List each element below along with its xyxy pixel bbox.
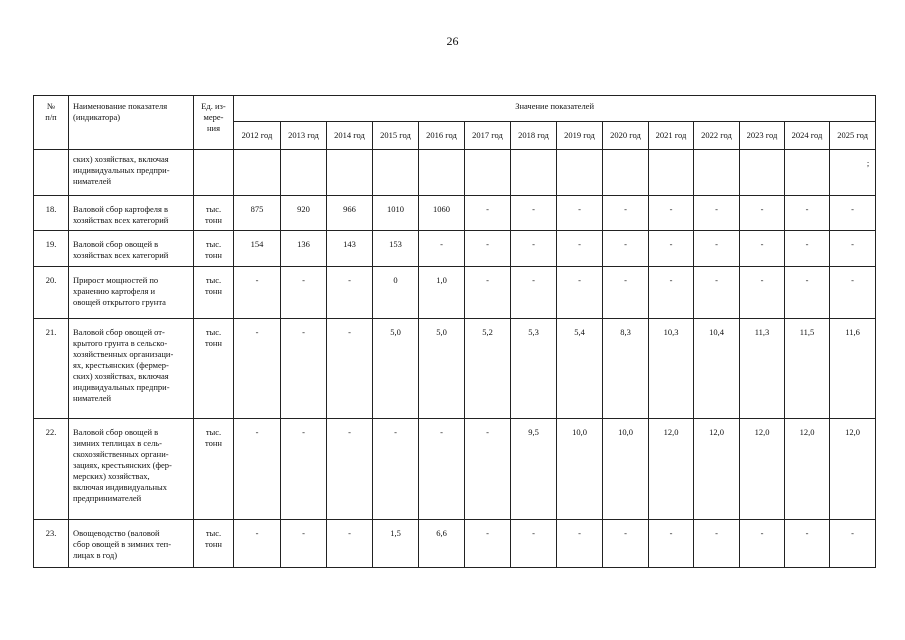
row-value: - bbox=[740, 196, 785, 231]
continuation-cell bbox=[234, 150, 281, 196]
row-value: 5,3 bbox=[511, 319, 557, 419]
continuation-row bbox=[34, 150, 876, 196]
row-value: 10,0 bbox=[557, 419, 603, 520]
row-value: 143 bbox=[327, 231, 373, 267]
header-values-title: Значение показателей bbox=[234, 96, 876, 122]
header-year: 2022 год bbox=[694, 122, 740, 150]
row-value: 1,0 bbox=[419, 267, 465, 319]
row-value: - bbox=[740, 520, 785, 568]
row-value: 10,0 bbox=[603, 419, 649, 520]
row-value: 5,4 bbox=[557, 319, 603, 419]
header-year: 2024 год bbox=[785, 122, 830, 150]
row-value: - bbox=[234, 419, 281, 520]
row-indicator-name: Прирост мощностей по хранению картофеля и овощей открытого грунта bbox=[69, 267, 194, 319]
row-value: - bbox=[603, 196, 649, 231]
row-indicator-name: Валовой сбор картофеля в хозяйствах всех категорий bbox=[69, 196, 194, 231]
row-value: - bbox=[830, 196, 876, 231]
continuation-cell bbox=[785, 150, 830, 196]
row-value: 10,4 bbox=[694, 319, 740, 419]
row-value: - bbox=[465, 520, 511, 568]
row-value: 12,0 bbox=[830, 419, 876, 520]
row-value: - bbox=[465, 267, 511, 319]
row-value: - bbox=[649, 196, 694, 231]
row-value: - bbox=[511, 520, 557, 568]
row-value: - bbox=[281, 267, 327, 319]
row-value: - bbox=[511, 267, 557, 319]
row-value: 10,3 bbox=[649, 319, 694, 419]
continuation-number bbox=[34, 150, 69, 196]
row-value: - bbox=[557, 267, 603, 319]
row-value: 11,5 bbox=[785, 319, 830, 419]
header-row-top bbox=[34, 96, 876, 122]
row-indicator-name: Валовой сбор овощей в зимних теплицах в сель- скохозяйственных органи- зациях, крестьянских (фер- мерских) хозяйствах, включая индивидуальных предпринимателей bbox=[69, 419, 194, 520]
continuation-cell bbox=[603, 150, 649, 196]
continuation-cell bbox=[373, 150, 419, 196]
row-value: - bbox=[234, 319, 281, 419]
row-value: 12,0 bbox=[740, 419, 785, 520]
header-year: 2023 год bbox=[740, 122, 785, 150]
continuation-cell bbox=[281, 150, 327, 196]
row-value: - bbox=[785, 231, 830, 267]
row-value: - bbox=[785, 267, 830, 319]
row-value: - bbox=[649, 267, 694, 319]
row-value: - bbox=[557, 231, 603, 267]
page-number: 26 bbox=[446, 34, 459, 48]
header-year: 2013 год bbox=[281, 122, 327, 150]
row-value: - bbox=[694, 267, 740, 319]
row-number: 23. bbox=[34, 520, 69, 568]
row-value: - bbox=[649, 520, 694, 568]
header-year: 2019 год bbox=[557, 122, 603, 150]
row-value: - bbox=[465, 231, 511, 267]
row-value: 8,3 bbox=[603, 319, 649, 419]
continuation-cell bbox=[694, 150, 740, 196]
row-value: - bbox=[327, 419, 373, 520]
row-value: 12,0 bbox=[694, 419, 740, 520]
row-value: - bbox=[830, 267, 876, 319]
row-number: 22. bbox=[34, 419, 69, 520]
row-value: - bbox=[327, 520, 373, 568]
row-value: - bbox=[281, 520, 327, 568]
row-value: - bbox=[830, 520, 876, 568]
header-number: № п/п bbox=[34, 96, 69, 150]
table-row bbox=[34, 520, 876, 568]
continuation-cell bbox=[465, 150, 511, 196]
row-value: 154 bbox=[234, 231, 281, 267]
row-value: - bbox=[557, 196, 603, 231]
row-value: - bbox=[465, 419, 511, 520]
row-unit: тыс. тонн bbox=[194, 267, 234, 319]
row-value: - bbox=[465, 196, 511, 231]
row-value: - bbox=[557, 520, 603, 568]
continuation-unit bbox=[194, 150, 234, 196]
row-value: - bbox=[694, 520, 740, 568]
row-value: 153 bbox=[373, 231, 419, 267]
table-row bbox=[34, 319, 876, 419]
row-number: 20. bbox=[34, 267, 69, 319]
indicators-table bbox=[33, 95, 876, 568]
header-year: 2025 год bbox=[830, 122, 876, 150]
row-value: 0 bbox=[373, 267, 419, 319]
row-unit: тыс. тонн bbox=[194, 319, 234, 419]
header-year: 2017 год bbox=[465, 122, 511, 150]
header-year: 2012 год bbox=[234, 122, 281, 150]
row-value: - bbox=[373, 419, 419, 520]
row-value: - bbox=[327, 267, 373, 319]
continuation-cell bbox=[557, 150, 603, 196]
row-value: - bbox=[603, 520, 649, 568]
row-value: 9,5 bbox=[511, 419, 557, 520]
row-value: 1060 bbox=[419, 196, 465, 231]
continuation-cell bbox=[327, 150, 373, 196]
header-year: 2018 год bbox=[511, 122, 557, 150]
row-value: 11,3 bbox=[740, 319, 785, 419]
row-value: - bbox=[694, 196, 740, 231]
row-value: 136 bbox=[281, 231, 327, 267]
row-value: - bbox=[740, 267, 785, 319]
row-value: - bbox=[419, 419, 465, 520]
row-value: 5,0 bbox=[419, 319, 465, 419]
header-year: 2021 год bbox=[649, 122, 694, 150]
row-indicator-name: Валовой сбор овощей от- крытого грунта в сельско- хозяйственных организаци- ях, крестьянских (фермер- ских) хозяйствах, включая индивидуальных предпри- нимателей bbox=[69, 319, 194, 419]
header-year: 2015 год bbox=[373, 122, 419, 150]
row-value: 12,0 bbox=[785, 419, 830, 520]
header-year: 2014 год bbox=[327, 122, 373, 150]
row-unit: тыс. тонн bbox=[194, 196, 234, 231]
row-value: - bbox=[234, 520, 281, 568]
row-number: 19. bbox=[34, 231, 69, 267]
row-value: 12,0 bbox=[649, 419, 694, 520]
row-value: - bbox=[281, 419, 327, 520]
continuation-cell bbox=[419, 150, 465, 196]
row-value: 1,5 bbox=[373, 520, 419, 568]
row-value: - bbox=[327, 319, 373, 419]
row-value: 875 bbox=[234, 196, 281, 231]
row-value: 966 bbox=[327, 196, 373, 231]
table-row bbox=[34, 196, 876, 231]
row-value: 11,6 bbox=[830, 319, 876, 419]
row-value: 1010 bbox=[373, 196, 419, 231]
row-unit: тыс. тонн bbox=[194, 419, 234, 520]
table-row bbox=[34, 267, 876, 319]
row-value: - bbox=[511, 196, 557, 231]
row-value: - bbox=[603, 231, 649, 267]
header-unit: Ед. из- мере- ния bbox=[194, 96, 234, 150]
row-value: - bbox=[281, 319, 327, 419]
row-value: 6,6 bbox=[419, 520, 465, 568]
continuation-cell bbox=[511, 150, 557, 196]
row-value: - bbox=[649, 231, 694, 267]
row-value: - bbox=[511, 231, 557, 267]
row-unit: тыс. тонн bbox=[194, 520, 234, 568]
header-name: Наименование показателя (индикатора) bbox=[69, 96, 194, 150]
continuation-name: ских) хозяйствах, включая индивидуальных предпри- нимателей bbox=[69, 150, 194, 196]
row-value: - bbox=[234, 267, 281, 319]
row-indicator-name: Валовой сбор овощей в хозяйствах всех категорий bbox=[69, 231, 194, 267]
table-row bbox=[34, 231, 876, 267]
row-value: - bbox=[603, 267, 649, 319]
row-value: - bbox=[830, 231, 876, 267]
row-value: - bbox=[785, 520, 830, 568]
row-value: 5,0 bbox=[373, 319, 419, 419]
row-value: 5,2 bbox=[465, 319, 511, 419]
row-value: - bbox=[740, 231, 785, 267]
header-year: 2020 год bbox=[603, 122, 649, 150]
row-unit: тыс. тонн bbox=[194, 231, 234, 267]
row-number: 21. bbox=[34, 319, 69, 419]
table-row bbox=[34, 419, 876, 520]
row-value: - bbox=[785, 196, 830, 231]
row-value: 920 bbox=[281, 196, 327, 231]
row-number: 18. bbox=[34, 196, 69, 231]
continuation-tick: ; bbox=[830, 150, 876, 196]
continuation-cell bbox=[649, 150, 694, 196]
continuation-cell bbox=[740, 150, 785, 196]
row-indicator-name: Овощеводство (валовой сбор овощей в зимних теп- лицах в год) bbox=[69, 520, 194, 568]
row-value: - bbox=[694, 231, 740, 267]
header-year: 2016 год bbox=[419, 122, 465, 150]
row-value: - bbox=[419, 231, 465, 267]
